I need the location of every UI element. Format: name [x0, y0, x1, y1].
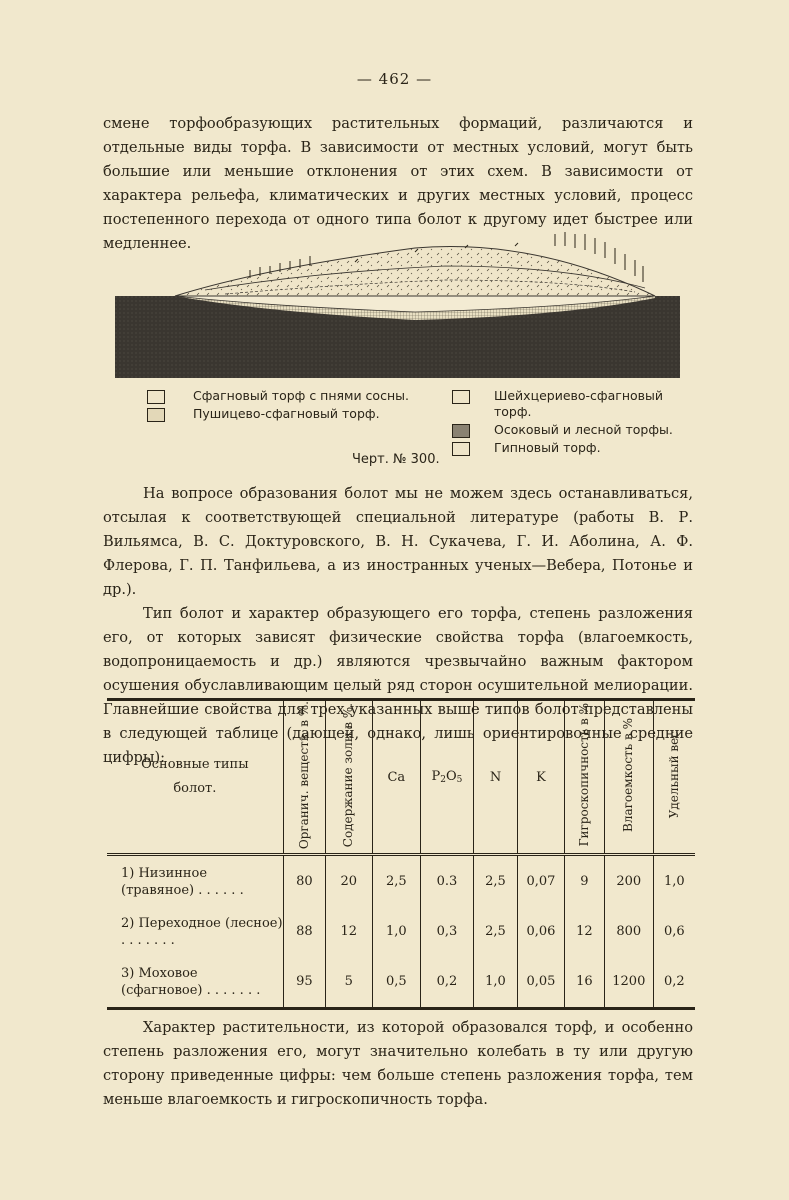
- legend-label: Осоковый и лесной торфы.: [494, 422, 673, 437]
- header-k: K: [518, 701, 565, 855]
- page-number: — 462 —: [356, 70, 433, 88]
- cell-ash: 20: [326, 855, 373, 907]
- table-row: [107, 957, 695, 1007]
- cell-p2o5: 0.3: [421, 855, 474, 907]
- cell-ca: 0,5: [372, 957, 421, 1007]
- legend-swatch: [452, 442, 470, 456]
- header-n: N: [473, 701, 517, 855]
- bog-cross-section-figure: [115, 228, 680, 378]
- cell-ash: 5: [326, 957, 373, 1007]
- table-row: [107, 855, 695, 907]
- cell-weight: 1,0: [653, 855, 695, 907]
- legend-item: [147, 406, 437, 422]
- legend-label: Гипновый торф.: [494, 440, 601, 455]
- table-row: [107, 907, 695, 957]
- header-types: Основные типы болот.: [141, 757, 249, 797]
- cell-moist: 200: [605, 855, 654, 907]
- legend-label: Шейхцериево-сфагновый торф.: [494, 388, 664, 419]
- sphagnum-dome-layer: [175, 247, 655, 296]
- row-name: 2) Переходное (лесное) . . . . . . .: [121, 915, 283, 948]
- header-hygro: Гигроскопичность в %: [564, 701, 604, 855]
- cell-hygro: 12: [564, 907, 604, 957]
- header-ca: Ca: [372, 701, 421, 855]
- legend-right: [452, 388, 692, 458]
- legend-left: [147, 388, 437, 424]
- paragraph-bottom: [103, 1016, 693, 1112]
- cell-ash: 12: [326, 907, 373, 957]
- cell-ca: 1,0: [372, 907, 421, 957]
- cell-weight: 0,2: [653, 957, 695, 1007]
- cell-hygro: 9: [564, 855, 604, 907]
- table-header-row: [107, 701, 695, 855]
- cell-n: 2,5: [473, 907, 517, 957]
- cell-p2o5: 0,3: [421, 907, 474, 957]
- cell-weight: 0,6: [653, 907, 695, 957]
- row-name: 1) Низинное (травяное) . . . . . .: [121, 865, 244, 898]
- paragraph-middle-2: Тип болот и характер образующего его торфа, степень разложения его, от которых зависят физические свойства торфа (влагоемкость, водопроницаемость и др.) являются чрезвычайно важным фактором осушения обуславливающим целый ряд сторон осушительной мелиорации. Главнейшие свойства для трех указанных выше типов болот представлены в следующей таблице (дающей, однако, лишь ориентировочные средние цифры):: [103, 605, 693, 766]
- legend-item: [452, 440, 692, 456]
- cell-k: 0,07: [518, 855, 565, 907]
- cell-n: 2,5: [473, 855, 517, 907]
- cell-moist: 1200: [605, 957, 654, 1007]
- legend-swatch: [147, 408, 165, 422]
- header-weight: Удельный вес: [653, 701, 695, 855]
- figure-caption: Черт. № 300.: [352, 452, 440, 467]
- peat-properties-table: [107, 698, 695, 1010]
- header-moist: Влагоемкость в %: [605, 701, 654, 855]
- paragraph-middle-1: На вопросе образования болот мы не можем здесь останавливаться, отсылая к соответствующей специальной литературе (работы В. Р. Вильямса, В. С. Доктуровского, В. Н. Сукачева, Г. И. Аболина, А. Ф. Флерова, Г. П. Танфильева, а из иностранных ученых—Вебера, Потонье и др.).: [103, 485, 693, 598]
- legend-swatch: [452, 424, 470, 438]
- cell-org: 80: [283, 855, 325, 907]
- cell-k: 0,05: [518, 957, 565, 1007]
- header-ash: Содержание золы в %.: [326, 701, 373, 855]
- cell-org: 88: [283, 907, 325, 957]
- legend-swatch: [147, 390, 165, 404]
- header-p2o5: $P_2O_5$: [421, 701, 474, 855]
- row-name: 3) Моховое (сфагновое) . . . . . . .: [121, 965, 261, 998]
- cell-p2o5: 0,2: [421, 957, 474, 1007]
- cell-org: 95: [283, 957, 325, 1007]
- cell-n: 1,0: [473, 957, 517, 1007]
- cell-hygro: 16: [564, 957, 604, 1007]
- cell-ca: 2,5: [372, 855, 421, 907]
- legend-item: [147, 388, 437, 404]
- legend-swatch: [452, 390, 470, 404]
- legend-item: [452, 422, 692, 438]
- legend-item: [452, 388, 692, 420]
- paragraph-top-text: смене торфообразующих растительных формаций, различаются и отдельные виды торфа. В зависимости от местных условий, могут быть большие или меньшие отклонения от этих схем. В зависимости от характера рельефа, климатических и других местных условий, процесс постепенного перехода от одного типа болот к другому идет быстрее или медленнее.: [103, 115, 693, 252]
- header-organic: Органич. веществ. в %.: [283, 701, 325, 855]
- cell-k: 0,06: [518, 907, 565, 957]
- cell-moist: 800: [605, 907, 654, 957]
- legend-label: Сфагновый торф с пнями сосны.: [193, 388, 409, 403]
- paragraph-bottom-text: Характер растительности, из которой образовался торф, и особенно степень разложения его, могут значительно колебать в ту или другую сторону приведенные цифры: чем больше степень разложения торфа, тем меньше влагоемкость и гигроскопичность торфа.: [103, 1019, 693, 1108]
- legend-label: Пушицево-сфагновый торф.: [193, 406, 380, 421]
